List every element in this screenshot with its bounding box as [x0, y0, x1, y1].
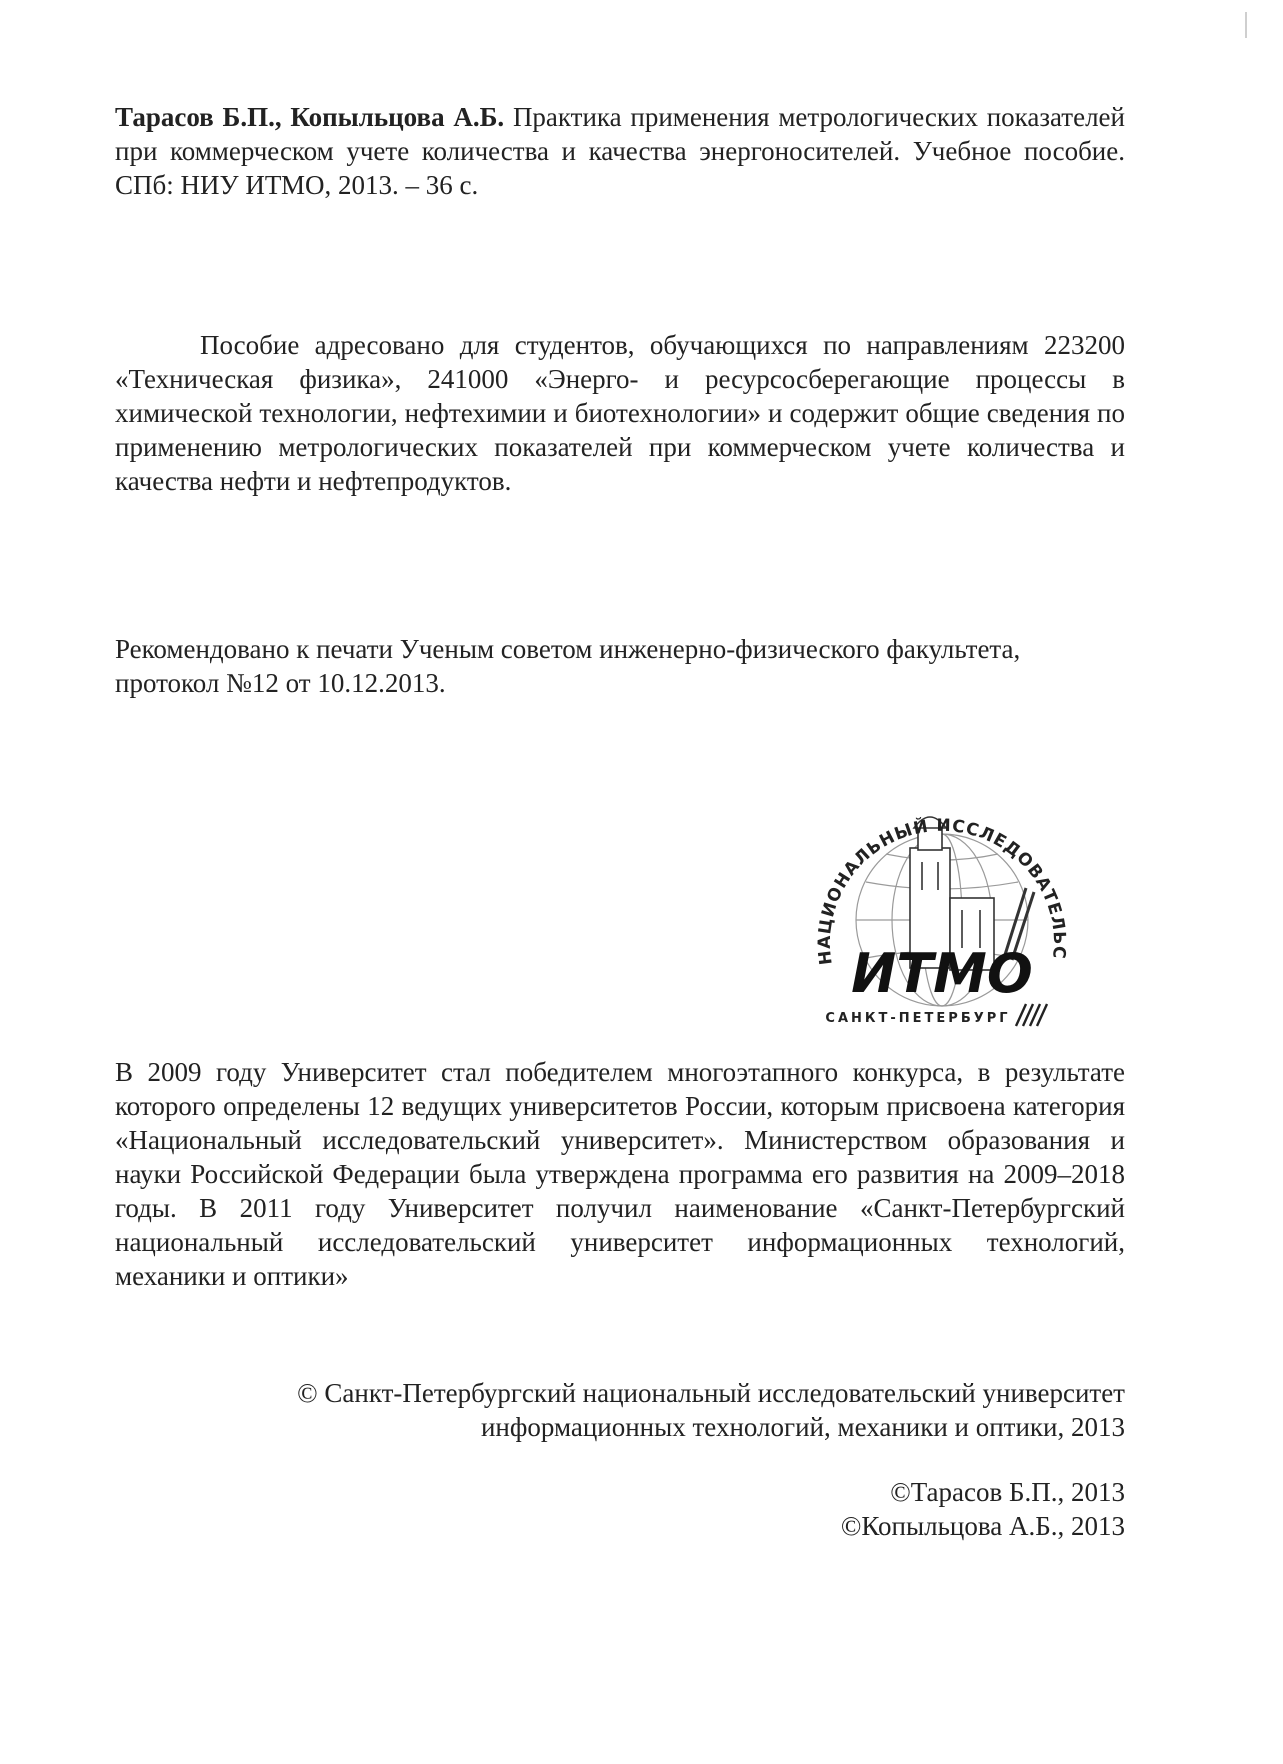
- university-copyright-line-1: © Санкт-Петербургский национальный исследовательский университет: [297, 1378, 1125, 1408]
- bibliographic-description: Практика применения метрологических показателей при коммерческом учете количества и качества энергоносителей. Учебное пособие. СПб: НИУ ИТМО, 2013. – 36 с.: [115, 102, 1125, 200]
- authors-copyright: [841, 1475, 1125, 1543]
- logo-arc-text: НАЦИОНАЛЬНЫЙ ИССЛЕДОВАТЕЛЬС: [814, 815, 1070, 966]
- author-copyright-1: ©Тарасов Б.П., 2013: [890, 1477, 1125, 1507]
- university-copyright: [297, 1376, 1125, 1444]
- logo-name: ИТМО: [851, 942, 1033, 1005]
- scan-edge-mark: [1245, 12, 1247, 38]
- annotation: Пособие адресовано для студентов, обучающихся по направлениям 223200 «Техническая физика», 241000 «Энерго- и ресурсосберегающие процессы в химической технологии, нефтехимии и биотехнологии» и содержит общие сведения по применению метрологических показателей при коммерческом учете количества и качества нефти и нефтепродуктов.: [115, 330, 1125, 496]
- author-copyright-2: ©Копыльцова А.Б., 2013: [840, 1511, 1125, 1541]
- university-copyright-line-2: информационных технологий, механики и оптики, 2013: [480, 1412, 1125, 1442]
- logo-city: САНКТ-ПЕТЕРБУРГ: [825, 1011, 1011, 1026]
- recommendation-line-2: протокол №12 от 10.12.2013.: [115, 668, 446, 698]
- authors: Тарасов Б.П., Копыльцова А.Б.: [115, 102, 505, 132]
- print-recommendation: [115, 632, 1125, 700]
- recommendation-line-1: Рекомендовано к печати Ученым советом инженерно-физического факультета,: [115, 634, 1021, 664]
- itmo-logo-graphic: [790, 778, 1090, 1050]
- itmo-logo: [790, 778, 1090, 1050]
- university-about: В 2009 году Университет стал победителем многоэтапного конкурса, в результате которого определены 12 ведущих университетов России, которым присвоена категория «Национальный исследовательский университет». Министерством образования и науки Российской Федерации была утверждена программа его развития на 2009–2018 годы. В 2011 году Университет получил наименование «Санкт-Петербургский национальный исследовательский университет информационных технологий, механики и оптики»: [115, 1057, 1125, 1291]
- bibliographic-record: [115, 100, 1125, 202]
